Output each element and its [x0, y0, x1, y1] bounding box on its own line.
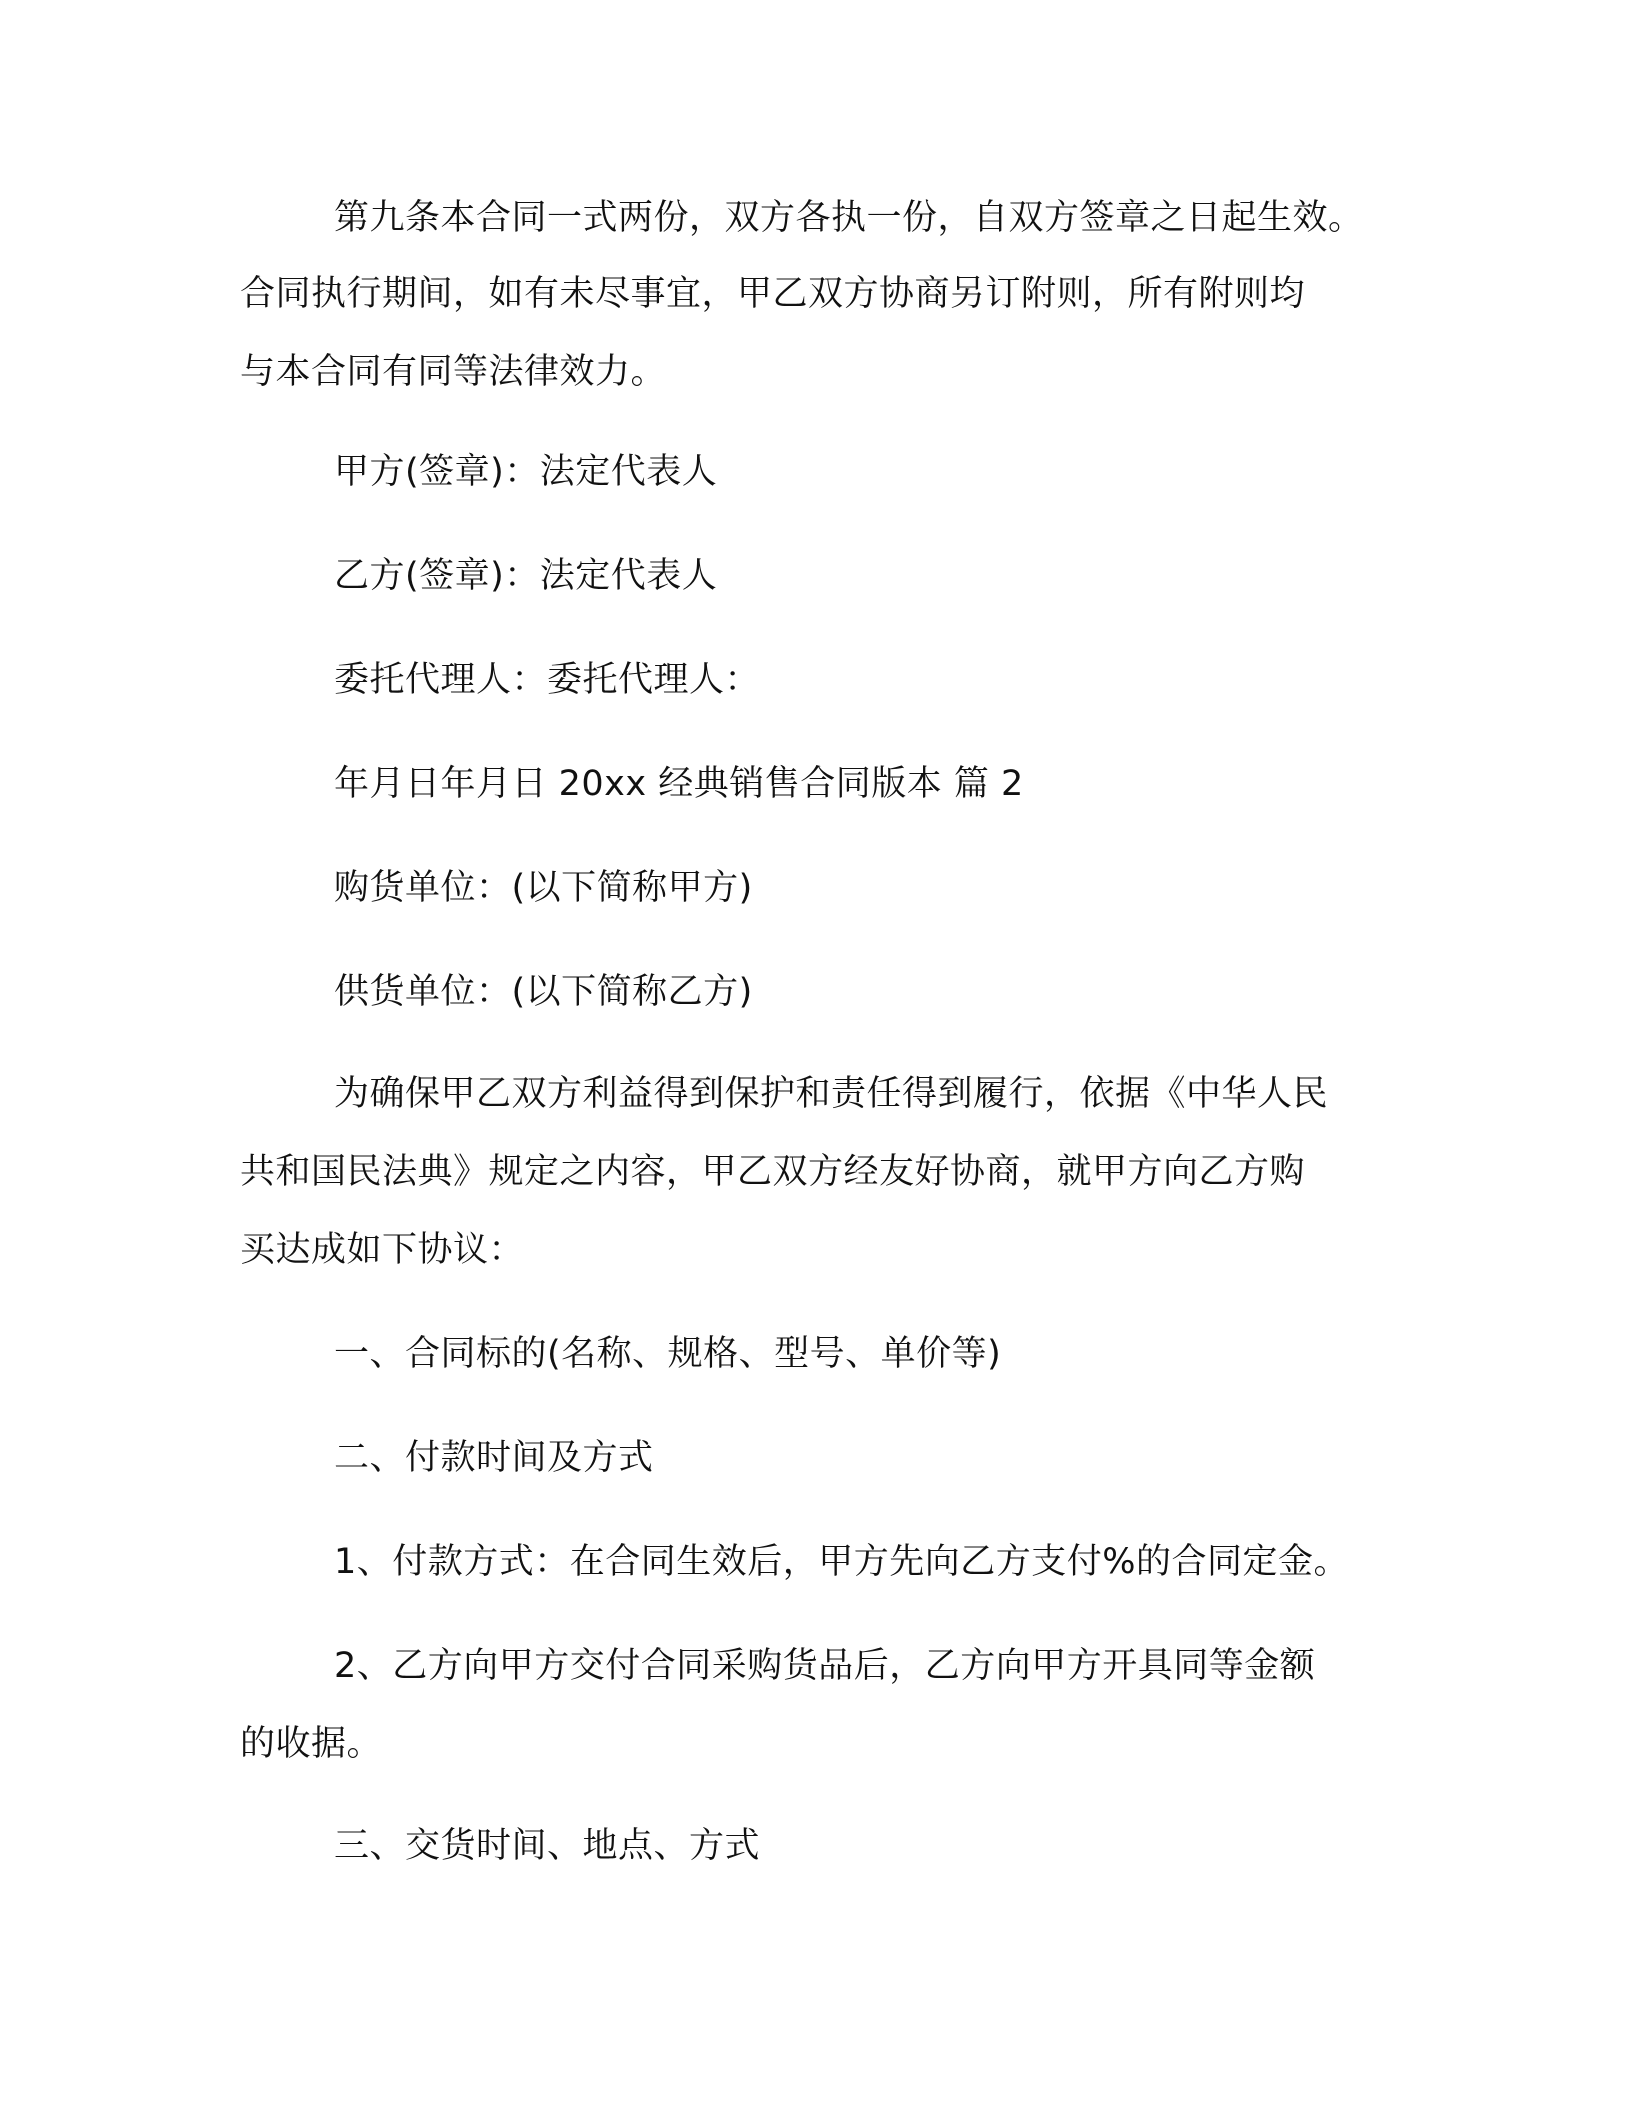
clause-nine-line-2: 合同执行期间，如有未尽事宜，甲乙双方协商另订附则，所有附则均	[240, 274, 1306, 314]
article-three-heading: 三、交货时间、地点、方式	[334, 1826, 761, 1866]
clause-nine-line-1: 第九条本合同一式两份，双方各执一份，自双方签章之日起生效。	[334, 198, 1364, 238]
payment-item-1: 1、付款方式：在合同生效后，甲方先向乙方支付%的合同定金。	[334, 1542, 1350, 1582]
article-one-heading: 一、合同标的(名称、规格、型号、单价等)	[334, 1334, 1002, 1374]
article-two-heading: 二、付款时间及方式	[334, 1438, 654, 1478]
section-heading-line: 年月日年月日 20xx 经典销售合同版本 篇 2	[334, 764, 1024, 804]
buyer-line: 购货单位：(以下简称甲方)	[334, 868, 753, 908]
agent-line: 委托代理人：委托代理人：	[334, 660, 761, 700]
preamble-line-2: 共和国民法典》规定之内容，甲乙双方经友好协商，就甲方向乙方购	[240, 1152, 1306, 1192]
preamble-line-1: 为确保甲乙双方利益得到保护和责任得到履行，依据《中华人民	[334, 1074, 1329, 1114]
clause-nine-line-3: 与本合同有同等法律效力。	[240, 352, 667, 392]
party-b-signature-line: 乙方(签章)：法定代表人	[334, 556, 718, 596]
preamble-line-3: 买达成如下协议：	[240, 1230, 525, 1270]
party-a-signature-line: 甲方(签章)：法定代表人	[334, 452, 718, 492]
payment-item-2-line-2: 的收据。	[240, 1724, 383, 1764]
supplier-line: 供货单位：(以下简称乙方)	[334, 972, 753, 1012]
payment-item-2-line-1: 2、乙方向甲方交付合同采购货品后，乙方向甲方开具同等金额	[334, 1646, 1316, 1686]
